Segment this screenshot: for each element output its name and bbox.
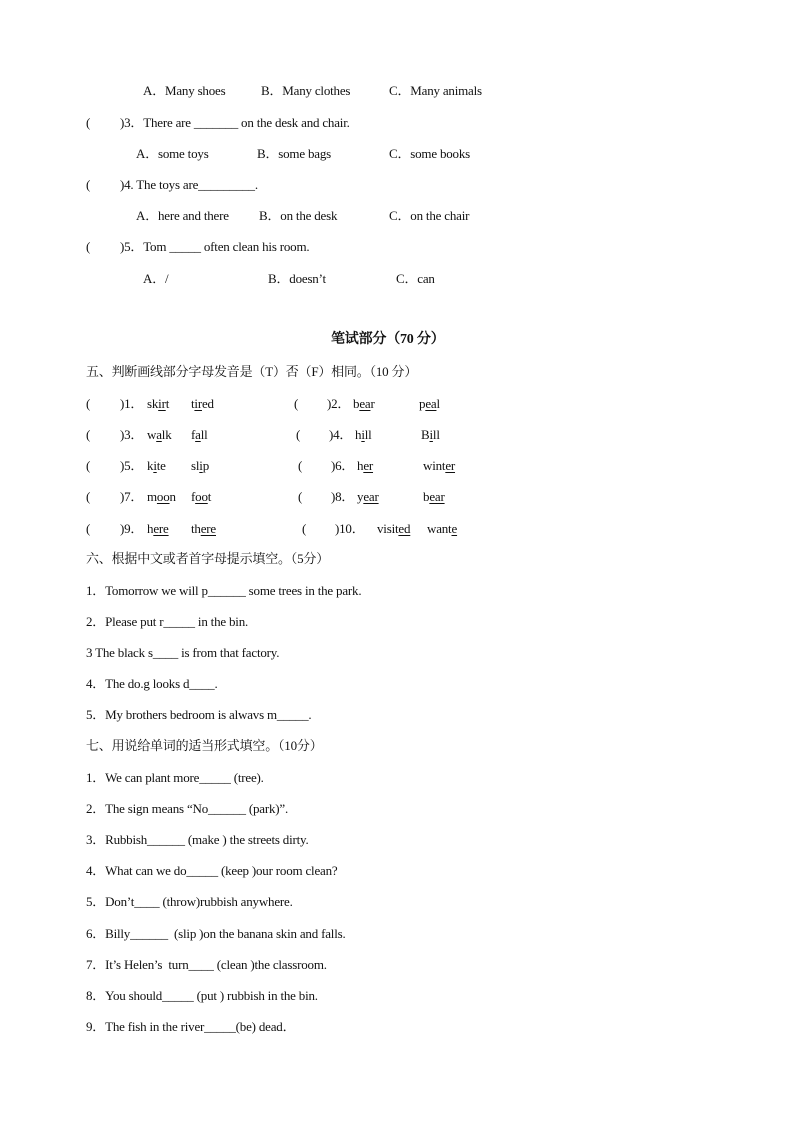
word-1 [147, 396, 169, 412]
underlined-letters: a [195, 427, 201, 442]
word-4 [419, 396, 440, 412]
word-part: t [165, 396, 170, 411]
q5-option-c: C．can [396, 271, 435, 286]
q5-option-b: B．doesn’t [268, 271, 326, 286]
section6-heading: 六、根据中文或者首字母提示填空。（5分） [86, 551, 330, 566]
word-part: visit [377, 521, 399, 536]
word-3 [357, 489, 379, 505]
item-number [120, 458, 143, 474]
item-number [120, 427, 143, 443]
word-part: f [191, 427, 196, 442]
underlined-letters: i [361, 427, 365, 442]
section5-heading: 五、判断画线部分字母发音是（T）否（F）相同。（10 分） [86, 364, 418, 379]
answer-paren [298, 489, 302, 505]
word-form-item: 3．Rubbish______ (make ) the streets dirty. [86, 832, 309, 848]
q2-option-a: A．Many shoes [143, 83, 226, 98]
word-part: )7． [120, 489, 144, 504]
underlined-letters: er [445, 458, 456, 473]
word-part: r [370, 396, 375, 411]
item-number [120, 396, 143, 412]
written-part-title: 笔试部分（70 分） [331, 332, 445, 347]
word-part: ( [86, 521, 91, 536]
word-part: ( [86, 458, 91, 473]
answer-paren [86, 489, 90, 505]
underlined-letters: ea [425, 396, 437, 411]
word-3 [357, 458, 373, 474]
word-part: ( [86, 396, 91, 411]
item-number [335, 521, 365, 537]
word-part: y [357, 489, 364, 504]
item-number [329, 427, 352, 443]
word-2 [191, 427, 208, 443]
answer-paren: ( [86, 115, 91, 130]
word-part: h [355, 427, 362, 442]
q2-option-b: B．Many clothes [261, 83, 351, 98]
word-part: b [423, 489, 430, 504]
word-part: )4． [329, 427, 353, 442]
answer-paren [296, 427, 300, 443]
item-number [331, 489, 354, 505]
word-part: k [147, 458, 154, 473]
word-part: )1． [120, 396, 144, 411]
fill-in-item: 5．My brothers bedroom is alwavs m_____. [86, 707, 312, 723]
word-part: w [147, 427, 157, 442]
q3-option-b: B．some bags [257, 146, 331, 161]
word-form-item: 9．The fish in the river_____(be) dead． [86, 1018, 296, 1034]
word-form-item: 2．The sign means “No______ (park)”. [86, 801, 289, 817]
answer-paren [294, 396, 298, 412]
word-part: ll [200, 427, 208, 442]
word-4 [421, 427, 440, 443]
word-part: ll [364, 427, 375, 442]
word-part: n [169, 489, 176, 504]
answer-paren [86, 396, 90, 412]
word-part: )6． [331, 458, 355, 473]
word-part: ( [302, 521, 307, 536]
q4-option-b: B．on the desk [259, 208, 338, 223]
item-number [331, 458, 354, 474]
word-part: )2． [327, 396, 351, 411]
word-part: te [156, 458, 166, 473]
word-part: ( [298, 489, 303, 504]
word-1 [147, 489, 176, 505]
underlined-letters: ere [200, 521, 216, 536]
word-part: ed [201, 396, 214, 411]
answer-paren [298, 458, 302, 474]
q2-option-c: C．Many animals [389, 83, 482, 98]
word-form-item: 7．It’s Helen’s turn____ (clean )the classroom. [86, 956, 327, 972]
word-part: )10． [335, 521, 365, 536]
word-form-item: 5．Don’t____ (throw)rubbish anywhere. [86, 894, 293, 910]
item-number [120, 521, 143, 537]
answer-paren [302, 521, 306, 537]
underlined-letters: i [199, 458, 203, 473]
underlined-letters: er [363, 458, 374, 473]
word-part: )8． [331, 489, 355, 504]
answer-paren [86, 521, 90, 537]
word-part: b [353, 396, 360, 411]
word-part: p [202, 458, 210, 473]
question-text: )4. The toys are_________. [120, 177, 258, 192]
q4-option-c: C．on the chair [389, 208, 470, 223]
word-part: ( [86, 427, 91, 442]
word-part: f [191, 489, 196, 504]
underlined-letters: a [156, 427, 162, 442]
underlined-letters: ed [398, 521, 411, 536]
item-number [327, 396, 350, 412]
word-part: ( [298, 458, 303, 473]
word-part: )3． [120, 427, 144, 442]
underlined-letters: ear [429, 489, 445, 504]
question-text: )5．Tom _____ often clean his room. [120, 239, 310, 254]
word-part: lk [161, 427, 172, 442]
fill-in-item: 4．The do.g looks d____. [86, 676, 218, 692]
word-part: wint [423, 458, 446, 473]
word-2 [191, 521, 216, 537]
word-3 [377, 521, 410, 537]
word-form-item: 6．Billy______ (slip )on the banana skin and falls. [86, 925, 346, 941]
q3-option-c: C．some books [389, 146, 471, 161]
word-3 [353, 396, 375, 412]
question-text: )3．There are _______ on the desk and chair. [120, 115, 350, 130]
word-part: want [427, 521, 452, 536]
word-3 [355, 427, 375, 443]
word-part: t [191, 396, 195, 411]
item-number [120, 489, 143, 505]
underlined-letters: e [451, 521, 458, 536]
word-form-item: 1．We can plant more_____ (tree). [86, 770, 264, 785]
word-part: )5． [120, 458, 144, 473]
underlined-letters: oo [156, 489, 170, 504]
q5-option-a: A．/ [143, 271, 169, 286]
word-part: sl [191, 458, 200, 473]
word-4 [423, 489, 445, 505]
underlined-letters: oo [195, 489, 208, 504]
word-2 [191, 396, 214, 412]
word-form-item: 8．You should_____ (put ) rubbish in the bin. [86, 987, 318, 1003]
fill-in-item: 2．Please put r_____ in the bin. [86, 614, 249, 630]
word-part: ll [432, 427, 440, 442]
word-part: ( [294, 396, 299, 411]
q3-option-a: A．some toys [136, 146, 209, 161]
underlined-letters: i [153, 458, 157, 473]
word-1 [147, 427, 172, 443]
underlined-letters: ere [153, 521, 169, 536]
fill-in-item: 3 The black s____ is from that factory. [86, 645, 280, 661]
word-part: m [147, 489, 157, 504]
word-1 [147, 521, 169, 537]
word-4 [427, 521, 457, 537]
answer-paren: ( [86, 239, 91, 254]
word-form-item: 4．What can we do_____ (keep )our room clean? [86, 863, 338, 879]
word-part: th [191, 521, 201, 536]
word-part: )9． [120, 521, 144, 536]
underlined-letters: ir [158, 396, 166, 411]
answer-paren [86, 458, 90, 474]
word-part: h [147, 521, 154, 536]
q4-option-a: A．here and there [136, 208, 229, 223]
section7-heading: 七、用说给单词的适当形式填空。（10分） [86, 738, 323, 753]
word-part: h [357, 458, 364, 473]
underlined-letters: ear [363, 489, 379, 504]
word-part: ( [86, 489, 91, 504]
underlined-letters: i [429, 427, 433, 442]
word-part: l [436, 396, 440, 411]
word-part: B [421, 427, 430, 442]
word-part: sk [147, 396, 159, 411]
underlined-letters: ir [194, 396, 202, 411]
word-2 [191, 458, 209, 474]
underlined-letters: ea [359, 396, 371, 411]
answer-paren [86, 427, 90, 443]
word-part: ( [296, 427, 301, 442]
word-part: t [207, 489, 212, 504]
answer-paren: ( [86, 177, 91, 192]
word-4 [423, 458, 455, 474]
fill-in-item: 1．Tomorrow we will p______ some trees in the park. [86, 583, 362, 598]
word-1 [147, 458, 166, 474]
word-part: p [419, 396, 426, 411]
word-2 [191, 489, 211, 505]
